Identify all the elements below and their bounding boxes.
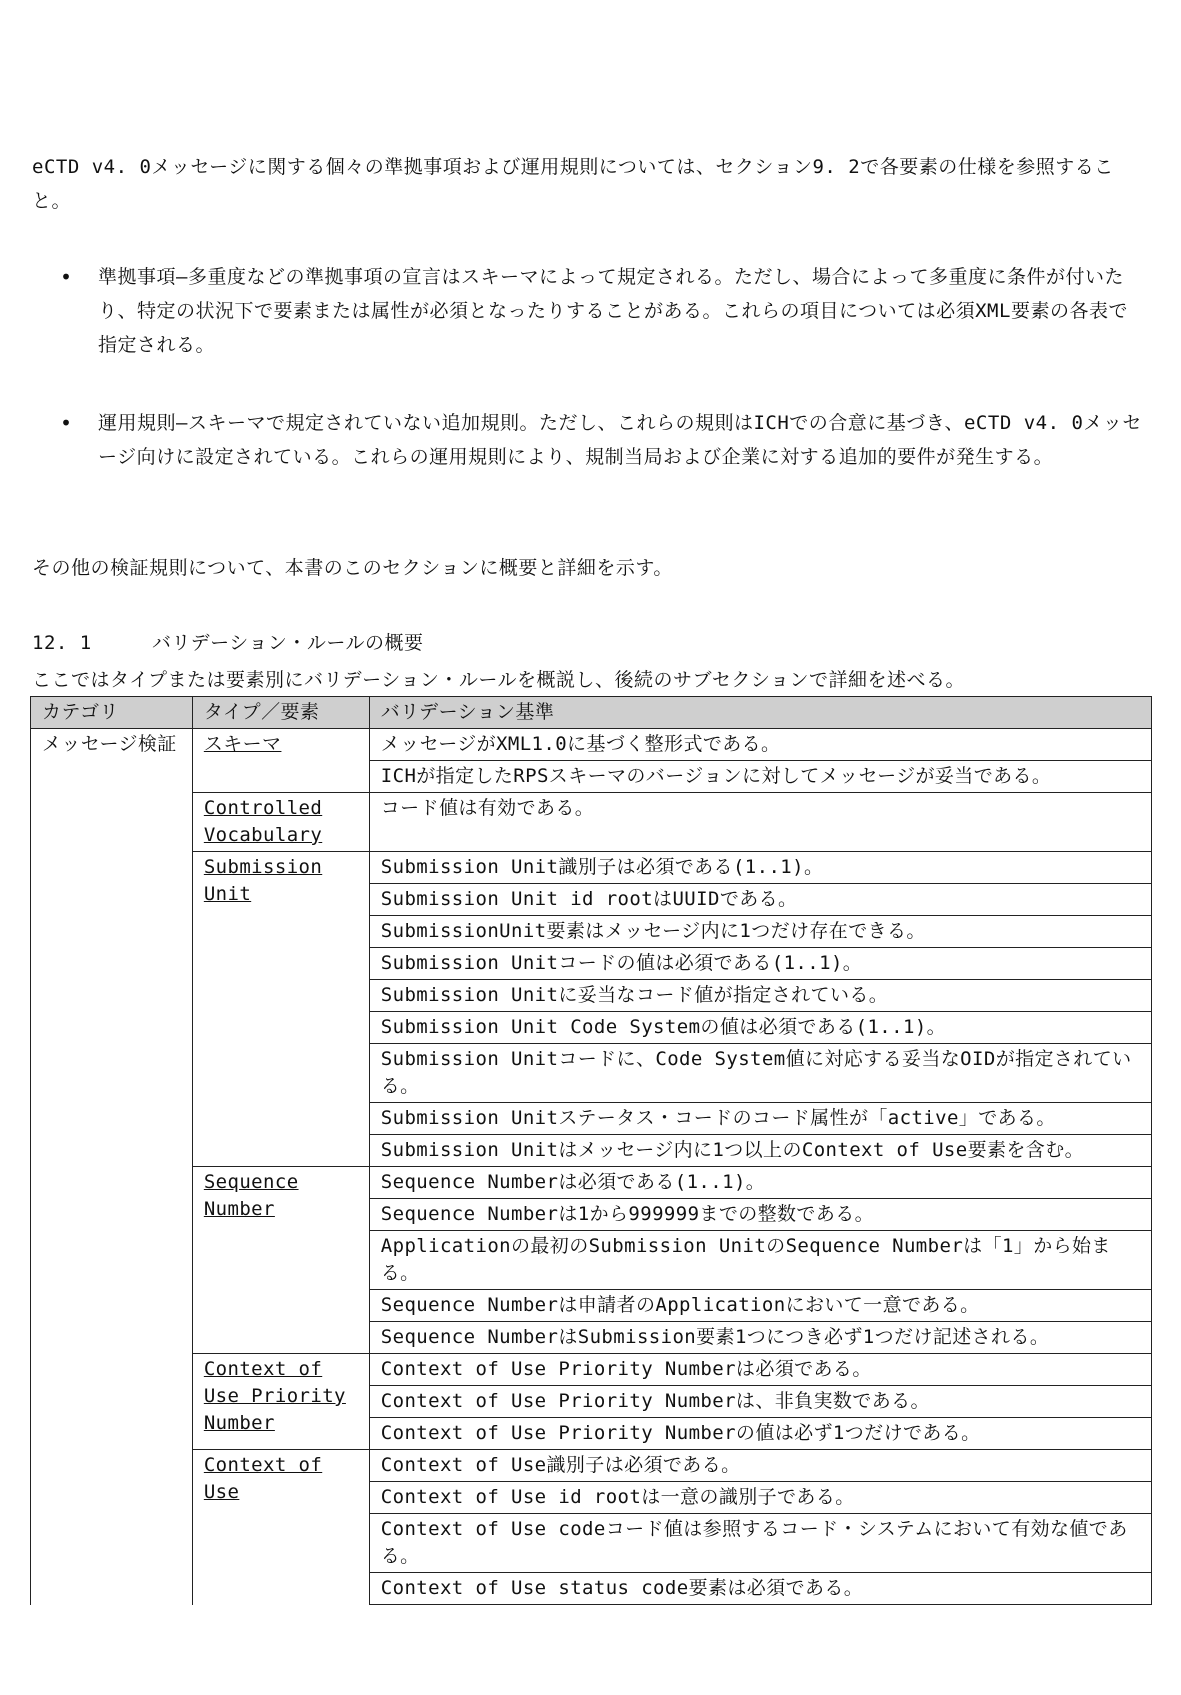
type-element-label: Context of Use Priority Number (203, 1358, 346, 1434)
type-element-cell (192, 729, 369, 793)
validation-rule-cell: Context of Use Priority Numberの値は必ず1つだけである。 (369, 1418, 1151, 1450)
validation-rule-cell: Submission Unit Code Systemの値は必須である(1..1)。 (369, 1012, 1151, 1044)
validation-rule-cell: SubmissionUnit要素はメッセージ内に1つだけ存在できる。 (369, 916, 1151, 948)
validation-rule-cell: Context of Use Priority Numberは必須である。 (369, 1354, 1151, 1386)
validation-rule-cell: Sequence NumberはSubmission要素1つにつき必ず1つだけ記述される。 (369, 1322, 1151, 1354)
validation-rule-cell: Submission Unitコードの値は必須である(1..1)。 (369, 948, 1151, 980)
validation-rule-cell: Sequence Numberは必須である(1..1)。 (369, 1167, 1151, 1199)
intro-paragraph: eCTD v4. 0メッセージに関する個々の準拠事項および運用規則については、セクション9. 2で各要素の仕様を参照すること。 (32, 156, 1114, 212)
validation-rule-cell: Context of Use id rootは一意の識別子である。 (369, 1482, 1151, 1514)
type-element-cell (192, 1354, 369, 1450)
validation-rule-cell: Context of Use識別子は必須である。 (369, 1450, 1151, 1482)
validation-rule-cell: Submission Unitコードに、Code System値に対応する妥当なOIDが指定されている。 (369, 1044, 1151, 1103)
header-category: カテゴリ (31, 697, 193, 729)
validation-rule-cell: Submission Unit識別子は必須である(1..1)。 (369, 852, 1151, 884)
other-rules-paragraph: その他の検証規則について、本書のこのセクションに概要と詳細を示す。 (32, 557, 673, 579)
type-element-label: Context of Use (203, 1454, 323, 1503)
validation-rule-cell: Sequence Numberは1から999999までの整数である。 (369, 1199, 1151, 1231)
type-element-cell (192, 793, 369, 852)
validation-rule-cell: Submission Unitステータス・コードのコード属性が「active」である。 (369, 1103, 1151, 1135)
validation-rule-cell: メッセージがXML1.0に基づく整形式である。 (369, 729, 1151, 761)
validation-rule-cell: Submission Unitに妥当なコード値が指定されている。 (369, 980, 1151, 1012)
type-element-label: Sequence Number (203, 1171, 299, 1220)
table-row (31, 852, 1152, 884)
bullet-item-operational-rules (60, 406, 1147, 474)
section-heading (32, 626, 423, 660)
bullet-icon: • (60, 265, 73, 289)
section-number: 12. 1 (32, 632, 92, 654)
section-intro: ここではタイプまたは要素別にバリデーション・ルールを概説し、後続のサブセクションで詳細を述べる。 (32, 669, 965, 691)
bullet-item-compliance (60, 260, 1147, 362)
header-type-element: タイプ／要素 (192, 697, 369, 729)
type-element-cell (192, 1167, 369, 1354)
validation-rules-table (30, 696, 1152, 1605)
bullet-text: 運用規則―スキーマで規定されていない追加規則。ただし、これらの規則はICHでの合意に基づき、eCTD v4. 0メッセージ向けに設定されている。これらの運用規則により、規制当局および企業に対する追加的要件が発生する。 (98, 412, 1142, 468)
validation-rule-cell: Applicationの最初のSubmission UnitのSequence Numberは「1」から始まる。 (369, 1231, 1151, 1290)
table-row (31, 793, 1152, 852)
validation-rule-cell: Context of Use status code要素は必須である。 (369, 1573, 1151, 1605)
header-validation-criteria: バリデーション基準 (369, 697, 1151, 729)
category-cell: メッセージ検証 (31, 729, 193, 1605)
type-element-label: スキーマ (203, 733, 282, 755)
type-element-label: Controlled Vocabulary (203, 797, 323, 846)
table-row (31, 1354, 1152, 1386)
table-row (31, 1450, 1152, 1482)
type-element-cell (192, 1450, 369, 1605)
table-body (31, 729, 1152, 1605)
validation-rule-cell: Submission Unitはメッセージ内に1つ以上のContext of Use要素を含む。 (369, 1135, 1151, 1167)
validation-rule-cell: Context of Use codeコード値は参照するコード・システムにおいて有効な値である。 (369, 1514, 1151, 1573)
validation-rule-cell: ICHが指定したRPSスキーマのバージョンに対してメッセージが妥当である。 (369, 761, 1151, 793)
table-row (31, 729, 1152, 761)
bullet-icon: • (60, 411, 73, 435)
validation-rule-cell: Sequence Numberは申請者のApplicationにおいて一意である。 (369, 1290, 1151, 1322)
type-element-label: Submission Unit (203, 856, 323, 905)
validation-rule-cell: Submission Unit id rootはUUIDである。 (369, 884, 1151, 916)
validation-rule-cell: コード値は有効である。 (369, 793, 1151, 852)
bullet-text: 準拠事項―多重度などの準拠事項の宣言はスキーマによって規定される。ただし、場合によって多重度に条件が付いたり、特定の状況下で要素または属性が必須となったりすることがある。これらの項目については必須XML要素の各表で指定される。 (98, 266, 1128, 356)
section-title: バリデーション・ルールの概要 (152, 632, 424, 654)
type-element-cell (192, 852, 369, 1167)
validation-rule-cell: Context of Use Priority Numberは、非負実数である。 (369, 1386, 1151, 1418)
table-header-row (31, 697, 1152, 729)
table-row (31, 1167, 1152, 1199)
